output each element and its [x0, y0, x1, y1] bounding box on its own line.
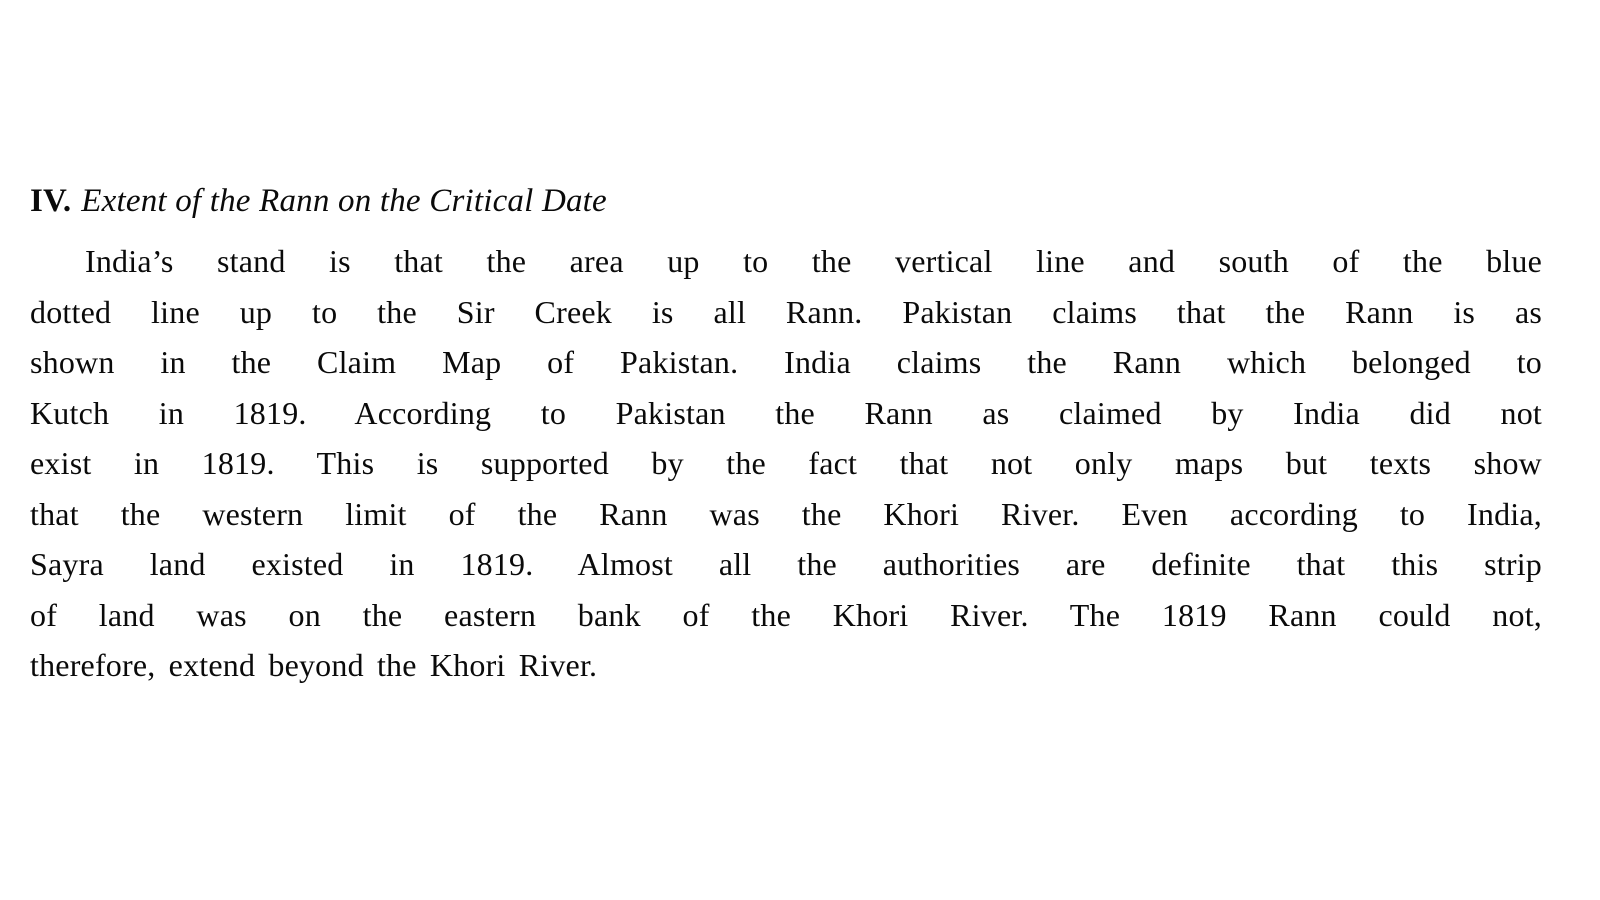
- paragraph-line: that the western limit of the Rann was the Khori River. Even according to India,: [30, 495, 1542, 532]
- paragraph-line: of land was on the eastern bank of the Khori River. The 1819 Rann could not,: [30, 596, 1542, 633]
- paragraph-line: Sayra land existed in 1819. Almost all the authorities are definite that this strip: [30, 546, 1542, 582]
- paragraph-line: Kutch in 1819. According to Pakistan the Rann as claimed by India did not: [30, 394, 1542, 431]
- paragraph-line: dotted line up to the Sir Creek is all Rann. Pakistan claims that the Rann is as: [30, 293, 1542, 330]
- paragraph-line: therefore, extend beyond the Khori River.: [30, 647, 598, 683]
- section-number: IV.: [30, 183, 72, 219]
- section-title: Extent of the Rann on the Critical Date: [81, 183, 607, 219]
- paragraph-line: exist in 1819. This is supported by the fact that not only maps but texts show: [30, 445, 1542, 481]
- section-heading: [30, 176, 1542, 226]
- paragraph-line: India’s stand is that the area up to the vertical line and south of the blue: [85, 243, 1542, 279]
- text-block: [30, 176, 1542, 691]
- paragraph: [30, 236, 1542, 691]
- paragraph-line: shown in the Claim Map of Pakistan. India claims the Rann which belonged to: [30, 344, 1542, 380]
